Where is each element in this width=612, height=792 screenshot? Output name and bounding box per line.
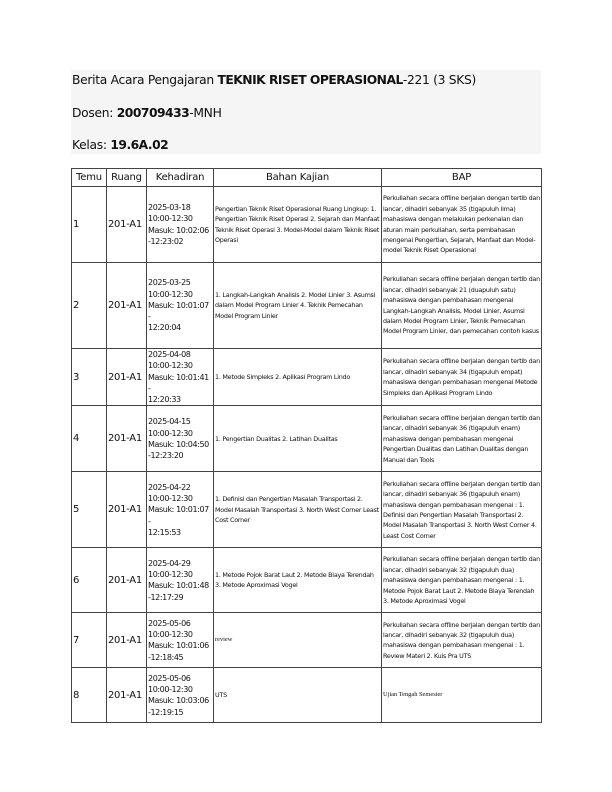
attendance-table — [71, 168, 542, 723]
table-row — [72, 668, 542, 723]
column-header-kehadiran: Kehadiran — [147, 169, 214, 187]
table-row — [72, 548, 542, 613]
table-row — [72, 349, 542, 406]
table-row — [72, 472, 542, 548]
cell-bap: Perkuliahan secara offline berjalan dengan tertib dan lancar, dihadiri sebanyak 35 (tigapuluh lima) mahasiswa dengan melakukan perkenalan dan aturan main perkuliahan, serta pembahasan mengenai Pengertian, Sejarah, Manfaat dan Model-model Teknik Riset Operasional — [382, 187, 542, 263]
cell-temu: 7 — [72, 613, 107, 668]
cell-bahan-kajian: Pengertian Teknik Riset Operasional Ruang Lingkup: 1. Pengertian Teknik Riset Operasi 2. Sejarah dan Manfaat Teknik Riset Operasi 3. Model-Model dalam Teknik Riset Operasi — [214, 187, 382, 263]
cell-temu: 1 — [72, 187, 107, 263]
cell-kehadiran: 2025-04-08 10:00-12:30 Masuk: 10:01:41 - 12:20:33 — [147, 349, 214, 406]
course-name: TEKNIK RISET OPERASIONAL — [217, 73, 403, 87]
class-code: 19.6A.02 — [110, 138, 169, 152]
class-label: Kelas: — [72, 138, 111, 152]
cell-kehadiran: 2025-04-15 10:00-12:30 Masuk: 10:04:50 -12:23:20 — [147, 406, 214, 472]
class-line — [72, 138, 168, 152]
cell-kehadiran: 2025-05-06 10:00-12:30 Masuk: 10:03:06 -12:19:15 — [147, 668, 214, 723]
cell-bap: Perkuliahan secara offline berjalan dengan tertib dan lancar, dihadiri sebanyak 32 (tigapuluh dua) mahasiswa dengan pembahasan mengenai : 1. Review Materi 2. Kuis Pra UTS — [382, 613, 542, 668]
cell-ruang: 201-A1 — [107, 668, 147, 723]
cell-ruang: 201-A1 — [107, 406, 147, 472]
cell-bap: Ujian Tengah Semester — [382, 668, 542, 723]
cell-bahan-kajian: UTS — [214, 668, 382, 723]
table-row — [72, 187, 542, 263]
cell-temu: 6 — [72, 548, 107, 613]
cell-bap: Perkuliahan secara offline berjalan dengan tertib dan lancar, dihadiri sebanyak 36 (tigapuluh enam) mahasiswa dengan pembahasan mengenai : 1. Definisi dan Pengertian Masalah Transportasi 2. Model Masalah Transportasi 3. North West Corner 4. Least Cost Corner — [382, 472, 542, 548]
course-suffix: -221 (3 SKS) — [402, 73, 477, 87]
cell-bap: Perkuliahan secara offline berjalan dengan tertib dan lancar, dihadiri sebanyak 36 (tigapuluh enam) mahasiswa dengan pembahasan mengenai Pengertian Dualitas dan Latihan Dualitas dengan Manual dan Tools — [382, 406, 542, 472]
table-row — [72, 613, 542, 668]
cell-bap: Perkuliahan secara offline berjalan dengan tertib dan lancar, dihadiri sebanyak 32 (tigapuluh dua) mahasiswa dengan pembahasan mengenai : 1. Metode Pojok Barat Laut 2. Metode Biaya Terendah 3. Metode Aproximasi Vogel — [382, 548, 542, 613]
cell-bahan-kajian: 1. Pengertian Dualitas 2. Latihan Dualitas — [214, 406, 382, 472]
cell-bahan-kajian: 1. Definisi dan Pengertian Masalah Transportasi 2. Model Masalah Transportasi 3. North West Corner Least Cost Corner — [214, 472, 382, 548]
cell-bap: Perkuliahan secara offline berjalan dengan tertib dan lancar, dihadiri sebanyak 34 (tigapuluh empat) mahasiswa dengan pembahasan mengenai Metode Simpleks dan Aplikasi Program Lindo — [382, 349, 542, 406]
table-header-row — [72, 169, 542, 187]
lecturer-label: Dosen: — [72, 106, 117, 120]
column-header-ruang: Ruang — [107, 169, 147, 187]
cell-ruang: 201-A1 — [107, 548, 147, 613]
cell-temu: 3 — [72, 349, 107, 406]
cell-ruang: 201-A1 — [107, 187, 147, 263]
cell-temu: 4 — [72, 406, 107, 472]
column-header-bap: BAP — [382, 169, 542, 187]
column-header-temu: Temu — [72, 169, 107, 187]
column-header-bahan-kajian: Bahan Kajian — [214, 169, 382, 187]
cell-kehadiran: 2025-05-06 10:00-12:30 Masuk: 10:01:06 -12:18:45 — [147, 613, 214, 668]
cell-ruang: 201-A1 — [107, 349, 147, 406]
cell-bahan-kajian: 1. Metode Pojok Barat Laut 2. Metode Biaya Terendah 3. Metode Aproximasi Vogel — [214, 548, 382, 613]
table-row — [72, 263, 542, 349]
lecturer-suffix: -MNH — [189, 106, 222, 120]
cell-bahan-kajian: review — [214, 613, 382, 668]
cell-kehadiran: 2025-04-22 10:00-12:30 Masuk: 10:01:07 - 12:15:53 — [147, 472, 214, 548]
cell-ruang: 201-A1 — [107, 472, 147, 548]
lecturer-id: 200709433 — [116, 106, 190, 120]
document-title — [72, 73, 476, 87]
cell-kehadiran: 2025-04-29 10:00-12:30 Masuk: 10:01:48 -12:17:29 — [147, 548, 214, 613]
title-prefix: Berita Acara Pengajaran — [72, 73, 218, 87]
cell-kehadiran: 2025-03-25 10:00-12:30 Masuk: 10:01:07 - 12:20:04 — [147, 263, 214, 349]
cell-temu: 2 — [72, 263, 107, 349]
cell-ruang: 201-A1 — [107, 263, 147, 349]
cell-ruang: 201-A1 — [107, 613, 147, 668]
cell-kehadiran: 2025-03-18 10:00-12:30 Masuk: 10:02:06 -12:23:02 — [147, 187, 214, 263]
cell-temu: 5 — [72, 472, 107, 548]
table-row — [72, 406, 542, 472]
cell-bahan-kajian: 1. Metode Simpleks 2. Aplikasi Program Lindo — [214, 349, 382, 406]
cell-temu: 8 — [72, 668, 107, 723]
lecturer-line — [72, 106, 222, 120]
cell-bap: Perkuliahan secara offline berjalan dengan tertib dan lancar, dihadiri sebanyak 21 (duapuluh satu) mahasiswa dengan pembahasan mengenai Langkah-Langkah Analisis, Model Linier, Asumsi dalam Model Program Linier, Teknik Pemecahan Model Program Linier, dan pemecahan contoh kasus — [382, 263, 542, 349]
cell-bahan-kajian: 1. Langkah-Langkah Analisis 2. Model Linier 3. Asumsi dalam Model Program Linier 4. Teknik Pemecahan Model Program Linier — [214, 263, 382, 349]
